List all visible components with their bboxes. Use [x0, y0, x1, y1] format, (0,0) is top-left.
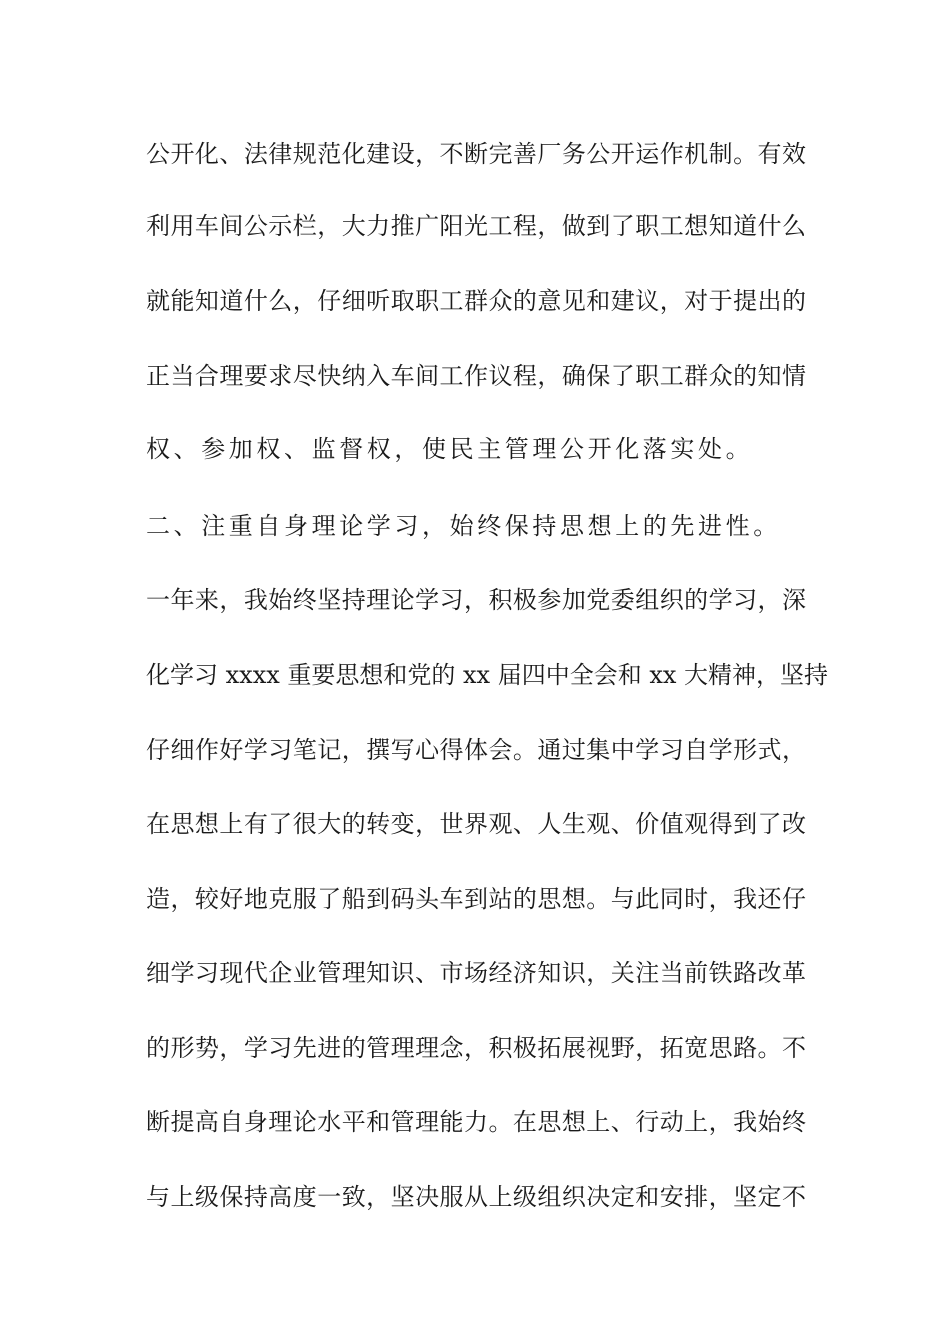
- paragraph-line: 断提高自身理论水平和管理能力。在思想上、行动上，我始终: [146, 1108, 806, 1136]
- paragraph-line: 与上级保持高度一致，坚决服从上级组织决定和安排，坚定不: [146, 1183, 806, 1211]
- paragraph-line: 正当合理要求尽快纳入车间工作议程，确保了职工群众的知情: [146, 362, 806, 390]
- paragraph-line: 权、参加权、监督权，使民主管理公开化落实处。: [146, 435, 754, 463]
- paragraph-line: 利用车间公示栏，大力推广阳光工程，做到了职工想知道什么: [146, 212, 806, 240]
- paragraph-line: 仔细作好学习笔记，撰写心得体会。通过集中学习自学形式，: [146, 736, 806, 764]
- section-heading: 二、注重自身理论学习，始终保持思想上的先进性。: [146, 512, 781, 540]
- paragraph-line: 细学习现代企业管理知识、市场经济知识，关注当前铁路改革: [146, 959, 806, 987]
- paragraph-line: 的形势，学习先进的管理理念，积极拓展视野，拓宽思路。不: [146, 1034, 806, 1062]
- paragraph-line: 在思想上有了很大的转变，世界观、人生观、价值观得到了改: [146, 810, 806, 838]
- paragraph-line: 就能知道什么，仔细听取职工群众的意见和建议，对于提出的: [146, 287, 806, 315]
- paragraph-line: 化学习 xxxx 重要思想和党的 xx 届四中全会和 xx 大精神，坚持: [146, 661, 829, 689]
- paragraph-line: 公开化、法律规范化建设，不断完善厂务公开运作机制。有效: [146, 140, 806, 168]
- paragraph-line: 一年来，我始终坚持理论学习，积极参加党委组织的学习，深: [146, 586, 806, 614]
- paragraph-line: 造，较好地克服了船到码头车到站的思想。与此同时，我还仔: [146, 885, 806, 913]
